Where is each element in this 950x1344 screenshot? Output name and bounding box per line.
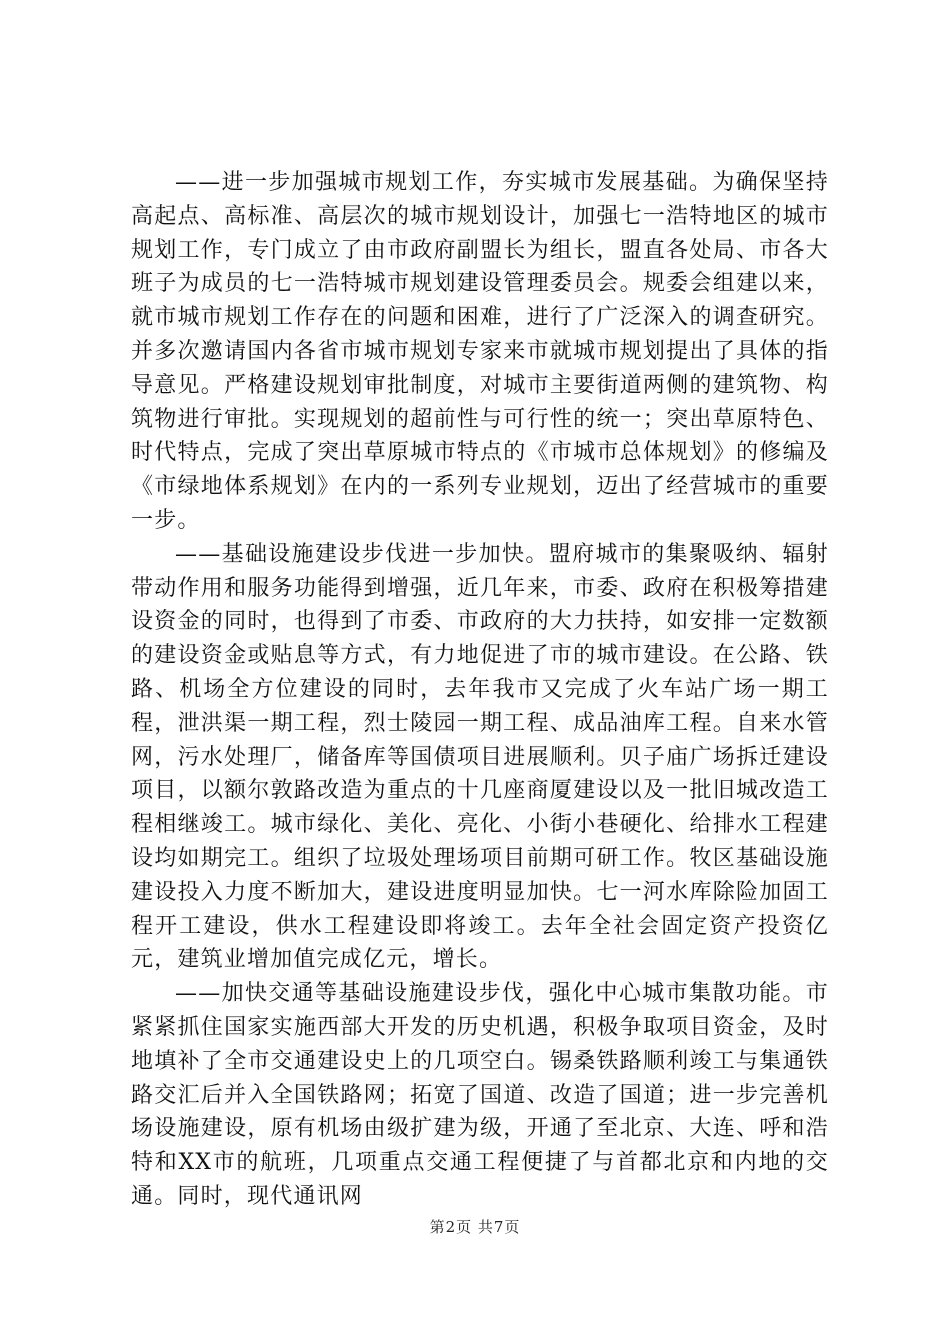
document-body (131, 166, 829, 1214)
page-number-footer: 第2页 共7页 (429, 1218, 521, 1236)
paragraph-infrastructure: ——基础设施建设步伐进一步加快。盟府城市的集聚吸纳、辐射带动作用和服务功能得到增强，近几年来，市委、政府在积极筹措建设资金的同时，也得到了市委、市政府的大力扶持，如安排一定数额的建设资金或贴息等方式，有力地促进了市的城市建设。在公路、铁路、机场全方位建设的同时，去年我市又完成了火车站广场一期工程，泄洪渠一期工程，烈士陵园一期工程、成品油库工程。自来水管网，污水处理厂，储备库等国债项目进展顺利。贝子庙广场拆迁建设项目，以额尔敦路改造为重点的十几座商厦建设以及一批旧城改造工程相继竣工。城市绿化、美化、亮化、小街小巷硬化、给排水工程建设均如期完工。组织了垃圾处理场项目前期可研工作。牧区基础设施建设投入力度不断加大，建设进度明显加快。七一河水库除险加固工程开工建设，供水工程建设即将竣工。去年全社会固定资产投资亿元，建筑业增加值完成亿元，增长。 (131, 541, 829, 973)
paragraph-transportation: ——加快交通等基础设施建设步伐，强化中心城市集散功能。市紧紧抓住国家实施西部大开发的历史机遇，积极争取项目资金，及时地填补了全市交通建设史上的几项空白。锡桑铁路顺利竣工与集通铁路交汇后并入全国铁路网；拓宽了国道、改造了国道；进一步完善机场设施建设，原有机场由级扩建为级，开通了至北京、大连、呼和浩特和XX市的航班，几项重点交通工程便捷了与首都北京和内地的交通。同时，现代通讯网 (131, 981, 829, 1209)
paragraph-urban-planning: ——进一步加强城市规划工作，夯实城市发展基础。为确保坚持高起点、高标准、高层次的城市规划设计，加强七一浩特地区的城市规划工作，专门成立了由市政府副盟长为组长，盟直各处局、市各大班子为成员的七一浩特城市规划建设管理委员会。规委会组建以来，就市城市规划工作存在的问题和困难，进行了广泛深入的调查研究。并多次邀请国内各省市城市规划专家来市就城市规划提出了具体的指导意见。严格建设规划审批制度，对城市主要街道两侧的建筑物、构筑物进行审批。实现规划的超前性与可行性的统一；突出草原特色、时代特点，完成了突出草原城市特点的《市城市总体规划》的修编及《市绿地体系规划》在内的一系列专业规划，迈出了经营城市的重要一步。 (131, 170, 829, 533)
